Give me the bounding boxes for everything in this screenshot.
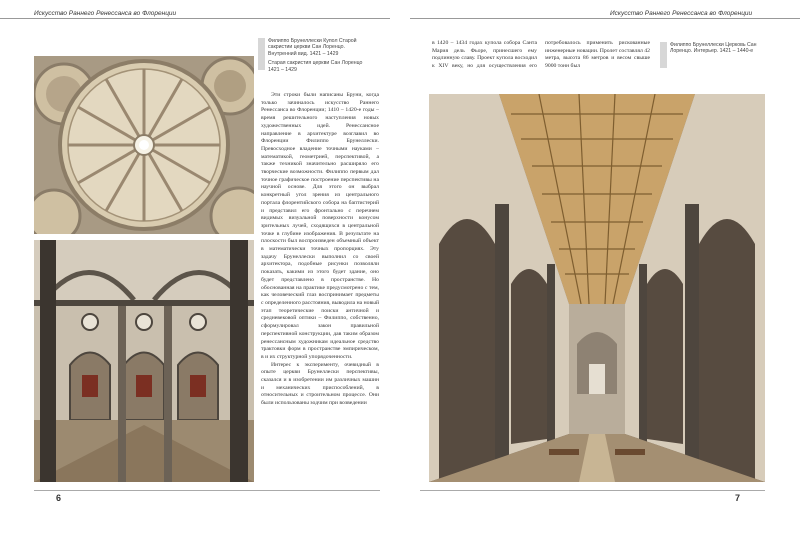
footer-rule-right: [420, 490, 765, 491]
page-number-left: 6: [56, 493, 62, 503]
left-page-captions: [268, 38, 363, 76]
caption-marker-bar-right: [660, 42, 667, 68]
sacristy-dome-photo: [34, 56, 254, 234]
caption-marker-bar: [258, 38, 265, 70]
right-top-text: [432, 40, 650, 88]
body-paragraph: в 1420 – 1434 годах купола собора Санта Мария дель Фьоре, принесшего ему подлинную славу. Проект купола восходил к XIV веку, но для осуществления его потребовалось применить рискованные инженерные новации. Пролет составлял 42 метра, высота 86 метров и весом свыше 9000 тонн был: [432, 40, 650, 70]
sacristy-caption: Старая сакристия церкви Сан Лоренцо 1421 – 1429: [268, 60, 363, 73]
header-rule-left: [0, 18, 390, 19]
header-rule-right: [410, 18, 800, 19]
footer-rule-left: [34, 490, 380, 491]
left-body-text: [261, 92, 379, 484]
san-lorenzo-caption: Филиппо Брунеллески Церковь Сан Лоренцо. Интерьер. 1421 – 1440-е: [670, 42, 757, 55]
san-lorenzo-interior-photo: [429, 94, 765, 482]
dome-caption: Филиппо Брунеллески Купол Старой сакристии церкви Сан Лоренцо. Внутренний вид. 1421 – 1429: [268, 38, 357, 57]
body-paragraph: Интерес к эксперименту, очевидный в опыте церкви Брунеллески перспективы, сказался и в изобретении им различных машин и механических приспособлений, в относительных и строительном процессе. Они были использованы зодчим при возведении: [261, 361, 379, 407]
body-paragraph: Эти строки были написаны Бруни, когда только зачиналось искусство Раннего Ренессанса во Флоренции; 1410 – 1420-е годы – время решительного наступления новых художественных идей. Ренессансное направление в архитектуре возглавил во Флоренции Филиппо Брунеллески. Превосходное владение точными науками – математикой, геометрией, перспективой, а также техникой значительно расширяло его творческие возможности. Филиппо первым дал точное графическое построение перспективы на научной основе. Для этого он выбрал конкретный угол зрения из центрального портала флорентийского собора на баптистерий и представил его фронтально с перечнем видимых визуальной поверхности конусом зрительных лучей, сходящихся в центральной точке в глубине изображения. В результате на плоскости был воспроизведен объемный объект в математически точных пропорциях. Эту задачу Брунеллески выполнил со своей архитектора, подобные рисунки позволяли показать, какими из этого будет здание, оно будет представлено в пространстве. Но обоснованная на практике предусмотрено с тем, как человеческий глаз воспринимает предметы с определенного расстояния, выводила на новый этап теоретические поиски античной и средневековой оптики – Филиппо, собственно, сформулировал закон правильной перспективной конструкции, дав таким образом ренессансным художникам идеальное средство трактовки форм в пространстве эмпирическом, в и их структурной упорядоченности.: [261, 92, 379, 360]
page-number-right: 7: [735, 493, 741, 503]
running-header-left: Искусство Раннего Ренессанса во Флоренции: [34, 10, 177, 17]
running-header-right: Искусство Раннего Ренессанса во Флоренции: [610, 10, 753, 17]
old-sacristy-interior-photo: [34, 240, 254, 482]
